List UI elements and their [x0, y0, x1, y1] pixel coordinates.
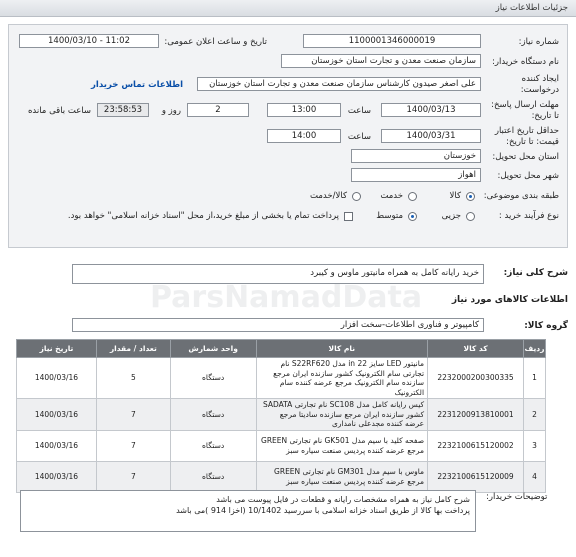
col-qty: تعداد / مقدار	[96, 340, 170, 358]
cell-unit: دستگاه	[170, 399, 256, 431]
buyer-notes	[20, 490, 476, 532]
process-partial-radio[interactable]	[466, 212, 475, 221]
announce-field: 1400/03/10 - 11:02	[19, 34, 159, 48]
table-row	[17, 461, 546, 492]
process-label: نوع فرآیند خرید :	[498, 211, 559, 221]
province-field: خوزستان	[351, 149, 481, 163]
cell-qty: 7	[96, 430, 170, 461]
reply-date-field: 1400/03/13	[381, 103, 481, 117]
group-label: گروه کالا:	[524, 321, 568, 331]
cell-code: 2232100615120002	[428, 430, 524, 461]
summary-field: خرید رایانه کامل به همراه مانیتور ماوس و کیبرد	[72, 264, 484, 284]
cell-qty: 7	[96, 461, 170, 492]
validity-time-field: 14:00	[267, 129, 341, 143]
creator-label: ایجاد کننده	[521, 74, 559, 84]
city-field: اهواز	[351, 168, 481, 182]
header-bar	[0, 0, 576, 17]
notes-label: توضیحات خریدار:	[486, 492, 548, 502]
buyer-contact-link[interactable]: اطلاعات تماس خریدار	[91, 80, 183, 90]
cell-date: 1400/03/16	[17, 358, 97, 399]
reply-time-label: ساعت	[347, 106, 371, 116]
cell-name: مانیتور LED سایز 22 in مدل S22RF620 نام تجارتی سام الکترونیک کشور سازنده ایران مرجع سازنده سام الکترونیک مرجع عرضه کننده سام الکترونیک	[256, 358, 428, 399]
category-service-label: خدمت	[380, 191, 403, 201]
cell-code: 2232000200300335	[428, 358, 524, 399]
city-label: شهر محل تحویل:	[497, 171, 559, 181]
cell-date: 1400/03/16	[17, 461, 97, 492]
category-goods-label: کالا	[449, 191, 461, 201]
col-code: کد کالا	[428, 340, 524, 358]
days-field: 2	[187, 103, 249, 117]
buyer-field: سازمان صنعت معدن و تجارت استان خوزستان	[281, 54, 481, 68]
page-title: جزئیات اطلاعات نیاز	[495, 3, 568, 13]
buyer-label: نام دستگاه خریدار:	[492, 57, 559, 67]
validity-date-field: 1400/03/31	[381, 129, 481, 143]
cell-name: صفحه کلید با سیم مدل GK501 نام تجارتی GREEN مرجع عرضه کننده پردیس صنعت سیاره سبز	[256, 430, 428, 461]
category-goods-service-label: کالا/خدمت	[310, 191, 347, 201]
payment-note: پرداخت تمام یا بخشی از مبلغ خرید،از محل "اسناد خزانه اسلامی" خواهد بود.	[67, 211, 339, 221]
process-medium-radio[interactable]	[408, 212, 417, 221]
process-medium-label: متوسط	[376, 211, 403, 221]
goods-table	[16, 339, 546, 493]
cell-name: ماوس با سیم مدل GM301 نام تجارتی GREEN مرجع عرضه کننده پردیس صنعت سیاره سبز	[256, 461, 428, 492]
cell-row: 1	[524, 358, 546, 399]
category-goods-radio[interactable]	[466, 192, 475, 201]
category-service-radio[interactable]	[408, 192, 417, 201]
province-label: استان محل تحویل:	[492, 152, 559, 162]
process-partial-label: جزیی	[441, 211, 461, 221]
category-label: طبقه بندی موضوعی:	[483, 191, 559, 201]
cell-name: کیس رایانه کامل مدل SC108 نام تجارتی SADATA کشور سازنده ایران مرجع سازنده سادیتا مرجع عرضه کننده مجدعلی نامداری	[256, 399, 428, 431]
cell-code: 2231200913810001	[428, 399, 524, 431]
reply-deadline-label: مهلت ارسال پاسخ:	[491, 100, 559, 110]
need-number-field: 1100001346000019	[303, 34, 481, 48]
notes-line-1: شرح کامل نیاز به همراه مشخصات رایانه و قطعات در فایل پیوست می باشد	[216, 495, 470, 504]
cell-row: 3	[524, 430, 546, 461]
table-row	[17, 430, 546, 461]
col-name: نام کالا	[256, 340, 428, 358]
remaining-label: ساعت باقی مانده	[27, 106, 91, 116]
creator-field: علی اصغر صیدون کارشناس سازمان صنعت معدن و تجارت استان خوزستان	[197, 77, 481, 91]
cell-qty: 7	[96, 399, 170, 431]
validity-label: حداقل تاریخ اعتبار	[494, 126, 559, 136]
need-number-label: شماره نیاز:	[518, 37, 559, 47]
col-unit: واحد شمارش	[170, 340, 256, 358]
table-header-row	[17, 340, 546, 358]
announce-label: تاریخ و ساعت اعلان عمومی:	[164, 37, 267, 47]
validity-time-label: ساعت	[347, 132, 371, 142]
creator-label-2: درخواست:	[520, 85, 559, 95]
cell-code: 2232100615120009	[428, 461, 524, 492]
remaining-time-field: 23:58:53	[97, 103, 149, 117]
table-row	[17, 358, 546, 399]
notes-line-2: پرداخت بها کالا از طریق اسناد خزانه اسلامی با سررسید 10/1402 (اخزا 914 )می باشد	[176, 506, 470, 515]
col-row: ردیف	[524, 340, 546, 358]
cell-row: 2	[524, 399, 546, 431]
cell-unit: دستگاه	[170, 461, 256, 492]
validity-label-2: قیمت: تا تاریخ:	[506, 137, 559, 147]
goods-section-title: اطلاعات کالاهای مورد نیاز	[451, 295, 568, 305]
summary-label: شرح کلی نیاز:	[503, 268, 568, 278]
table-row	[17, 399, 546, 431]
cell-date: 1400/03/16	[17, 399, 97, 431]
days-label: روز و	[161, 106, 181, 116]
group-field: کامپیوتر و فناوری اطلاعات-سخت افزار	[72, 318, 484, 332]
watermark: ParsNamadData	[150, 280, 423, 315]
cell-date: 1400/03/16	[17, 430, 97, 461]
cell-qty: 5	[96, 358, 170, 399]
reply-time-field: 13:00	[267, 103, 341, 117]
cell-unit: دستگاه	[170, 358, 256, 399]
treasury-checkbox[interactable]	[344, 212, 353, 221]
cell-row: 4	[524, 461, 546, 492]
category-goods-service-radio[interactable]	[352, 192, 361, 201]
reply-deadline-label-2: تا تاریخ:	[531, 111, 559, 121]
cell-unit: دستگاه	[170, 430, 256, 461]
need-details-panel	[8, 24, 568, 248]
col-date: تاریخ نیاز	[17, 340, 97, 358]
